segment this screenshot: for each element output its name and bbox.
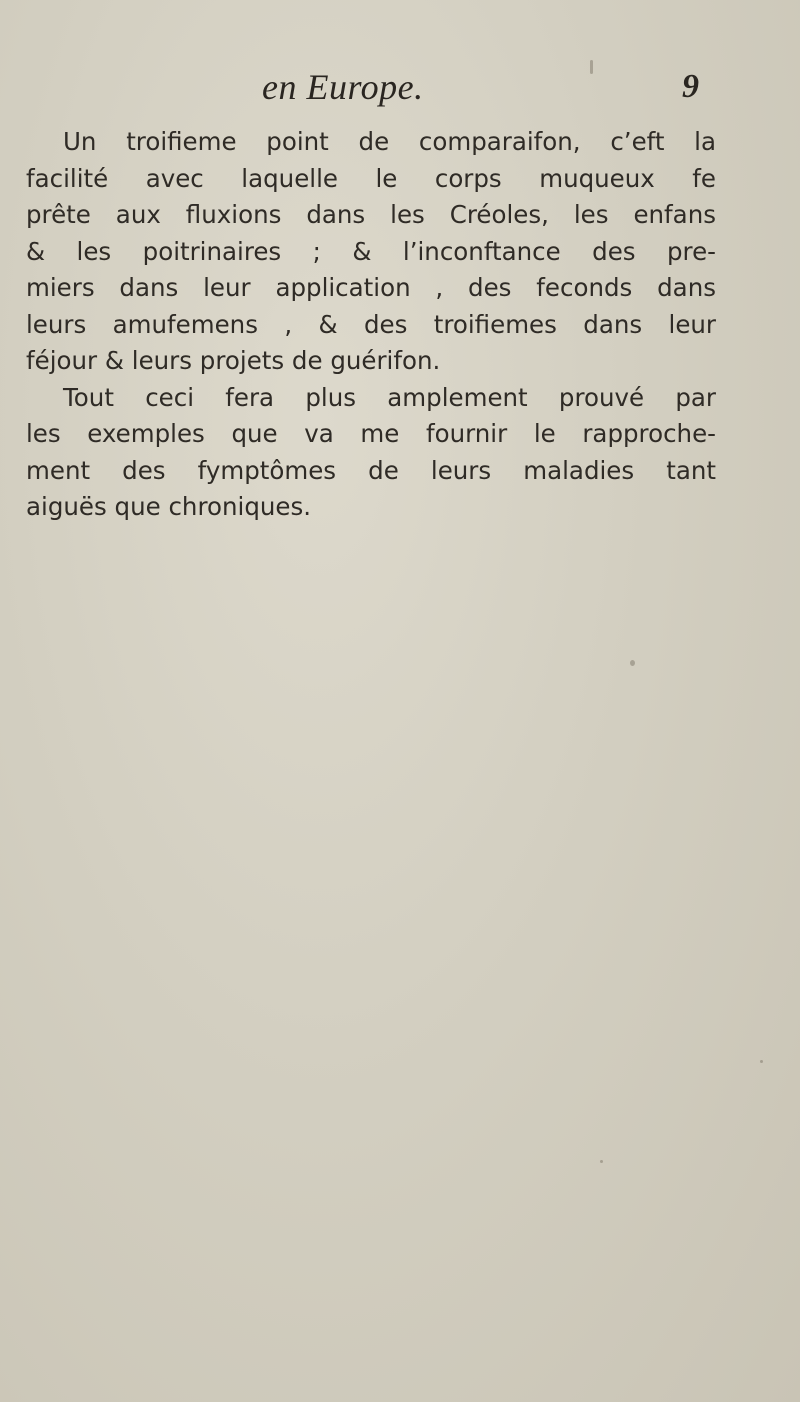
text-line: aiguës que chroniques. bbox=[26, 492, 312, 521]
running-title: en Europe. bbox=[262, 67, 424, 107]
text-line: Tout ceci fera plus amplement prouvé par bbox=[63, 382, 716, 412]
page-number: 9 bbox=[682, 68, 699, 105]
paper-speck bbox=[590, 60, 593, 74]
running-head bbox=[0, 66, 800, 116]
paper-speck bbox=[760, 1060, 763, 1063]
paper-speck bbox=[630, 660, 635, 666]
paragraph-2 bbox=[26, 380, 716, 526]
text-line: féjour & leurs projets de guérifon. bbox=[26, 346, 441, 375]
text-line: facilité avec laquelle le corps muqueux fe bbox=[26, 163, 716, 193]
text-line: leurs amufemens , & des troifiemes dans leur bbox=[26, 309, 716, 339]
text-line: prête aux fluxions dans les Créoles, les enfans bbox=[26, 200, 716, 229]
paragraph-1 bbox=[26, 124, 716, 380]
text-line: les exemples que va me fournir le rapproche- bbox=[26, 419, 716, 448]
text-line: ment des fymptômes de leurs maladies tant bbox=[26, 455, 716, 485]
text-line: miers dans leur application , des feconds dans bbox=[26, 273, 716, 302]
paper-speck bbox=[600, 1160, 603, 1163]
body-text bbox=[26, 124, 716, 526]
text-line: Un troifieme point de comparaifon, c’eft la bbox=[63, 127, 716, 156]
text-line: & les poitrinaires ; & l’inconftance des pre- bbox=[26, 236, 716, 266]
